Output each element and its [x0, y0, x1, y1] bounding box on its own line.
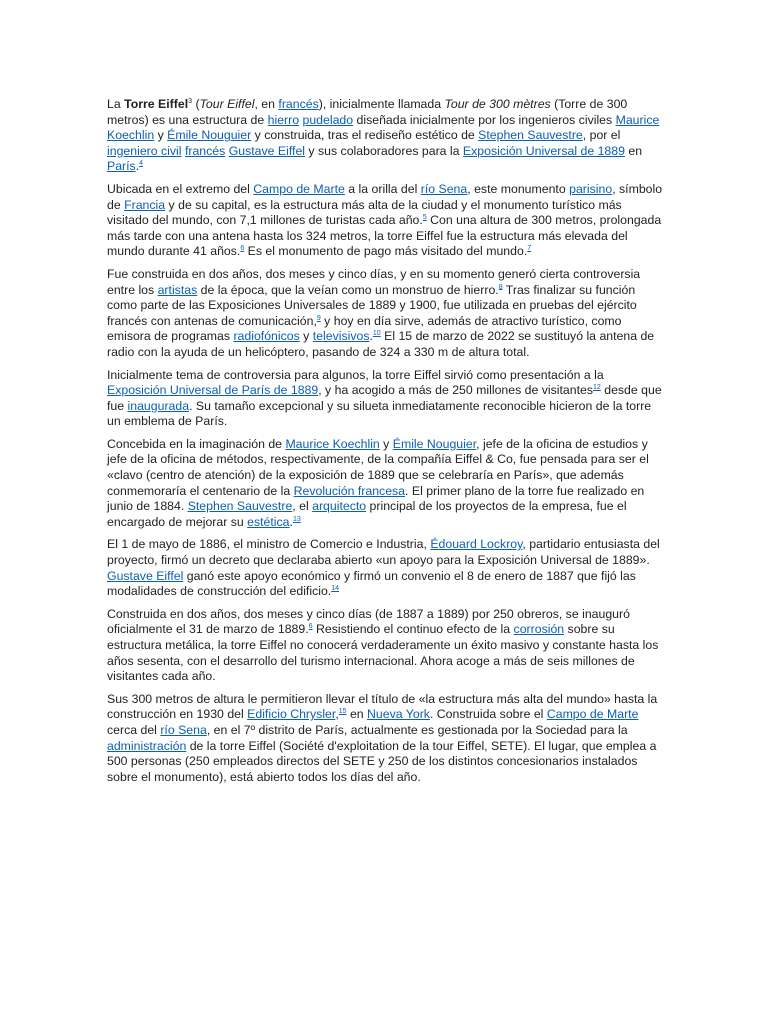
- reference-link[interactable]: 4: [139, 160, 144, 168]
- reference-15[interactable]: [339, 708, 347, 715]
- reference-link[interactable]: 8: [498, 283, 503, 291]
- text: . Construida sobre el: [429, 707, 547, 722]
- text: Tras finalizar su función como parte de las Exposiciones Universales de 1889 y 1900, fue utilizada en pruebas del ejército francés con antenas de comunicación,: [107, 282, 637, 328]
- link-emile-nouguier[interactable]: Émile Nouguier: [167, 128, 252, 143]
- paragraph-controversy: [107, 368, 663, 430]
- reference-13[interactable]: [293, 516, 301, 523]
- paragraph-location: [107, 182, 663, 260]
- reference-link[interactable]: 15: [338, 708, 347, 716]
- paragraph-construction: [107, 267, 663, 361]
- text: El 15 de marzo de 2022 se sustituyó la antena de radio con la ayuda de un helicóptero, pasando de 324 a 330 m de altura total.: [107, 329, 655, 359]
- link-gustave-eiffel[interactable]: Gustave Eiffel: [107, 568, 184, 583]
- reference-12[interactable]: [593, 384, 601, 391]
- text: Ubicada en el extremo del: [107, 181, 254, 196]
- link-frances[interactable]: francés: [278, 97, 319, 111]
- reference-link[interactable]: 5: [422, 214, 427, 222]
- text: cerca del: [107, 722, 161, 737]
- text: La: [107, 97, 125, 111]
- text: y: [299, 329, 313, 344]
- link-inaugurada[interactable]: inaugurada: [127, 398, 190, 413]
- text: , el: [292, 499, 313, 514]
- link-edouard-lockroy[interactable]: Édouard Lockroy: [430, 537, 523, 552]
- text: a la orilla del: [344, 181, 421, 196]
- text: (Torre de 300 metros) es una estructura de: [107, 97, 628, 127]
- text: en: [624, 143, 643, 158]
- text: y de su capital, es la estructura más alta de la ciudad y el monumento turístico más visitado del mundo, con 7,1 millones de turistas cada año.: [107, 197, 622, 228]
- text: , partidario entusiasta del proyecto, firmó un decreto que declaraba abierto «un apoyo para la Exposición Universal de 1889».: [107, 537, 660, 568]
- link-nueva-york[interactable]: Nueva York: [367, 707, 430, 722]
- text: Fue construida en dos años, dos meses y cinco días, y en su momento generó cierta controversia entre los: [107, 266, 641, 297]
- link-exposicion-universal[interactable]: Exposición Universal de 1889: [462, 143, 625, 158]
- link-gustave-eiffel[interactable]: Gustave Eiffel: [228, 143, 306, 158]
- link-hierro[interactable]: hierro: [267, 112, 300, 127]
- text: sobre su estructura metálica, la torre Eiffel no conocerá verdaderamente un éxito masivo y constante hasta los años sesenta, con el desarrollo del turismo internacional. Ahora acoge a más de seis millones de visitantes cada año.: [107, 622, 659, 684]
- article-body: [107, 97, 663, 792]
- text: principal de los proyectos de la empresa, fue el encargado de mejorar su: [107, 499, 627, 529]
- text: ,: [335, 707, 339, 722]
- text: , por el: [582, 128, 621, 143]
- link-estetica[interactable]: estética: [247, 514, 290, 529]
- text: y: [379, 436, 393, 451]
- link-francia[interactable]: Francia: [124, 197, 166, 212]
- reference-link[interactable]: 7: [527, 245, 532, 253]
- reference-14[interactable]: [331, 585, 339, 592]
- text: ), inicialmente llamada: [318, 97, 445, 111]
- link-paris[interactable]: París: [107, 159, 136, 174]
- text: .: [135, 159, 140, 174]
- link-stephen-sauvestre[interactable]: Stephen Sauvestre: [187, 499, 293, 514]
- text: (: [192, 97, 200, 111]
- link-stephen-sauvestre[interactable]: Stephen Sauvestre: [478, 128, 583, 143]
- text: Sus 300 metros de altura le permitieron llevar el título de «la estructura más alta del mundo» hasta la construcción en 1930 del: [107, 691, 658, 722]
- link-arquitecto[interactable]: arquitecto: [312, 499, 367, 514]
- link-revolucion-francesa[interactable]: Revolución francesa: [293, 483, 406, 498]
- reference-7[interactable]: [527, 245, 531, 252]
- link-corrosion[interactable]: corrosión: [513, 622, 565, 637]
- reference-link[interactable]: 6: [240, 245, 245, 253]
- french-name: Tour Eiffel: [199, 97, 255, 111]
- link-campo-de-marte[interactable]: Campo de Marte: [253, 181, 345, 196]
- text: Es el monumento de pago más visitado del mundo.: [244, 244, 528, 259]
- link-rio-sena[interactable]: río Sena: [420, 181, 468, 196]
- reference-link[interactable]: 13: [292, 515, 301, 523]
- text: , y ha acogido a más de 250 millones de visitantes: [318, 383, 594, 398]
- text: Resistiendo el continuo efecto de la: [312, 622, 514, 637]
- link-edificio-chrysler[interactable]: Edificio Chrysler: [247, 707, 336, 722]
- link-exposicion-paris-1889[interactable]: Exposición Universal de París de 1889: [107, 383, 319, 398]
- link-administracion[interactable]: administración: [107, 738, 187, 753]
- text: en: [346, 707, 368, 722]
- paragraph-decree: [107, 537, 663, 599]
- paragraph-height-record: [107, 692, 663, 786]
- link-ingeniero-civil[interactable]: ingeniero civil: [107, 143, 182, 158]
- text: . Su tamaño excepcional y su silueta inmediatamente reconocible hicieron de la torre un emblema de París.: [107, 398, 652, 429]
- superscript-3: 3: [188, 97, 193, 105]
- reference-link[interactable]: 10: [372, 330, 381, 338]
- text: diseñada inicialmente por los ingenieros civiles: [353, 112, 616, 127]
- text: . El primer plano de la torre fue realizado en junio de 1884.: [107, 483, 645, 514]
- link-maurice-koechlin[interactable]: Maurice Koechlin: [285, 436, 380, 451]
- text: y sus colaboradores para la: [305, 143, 463, 158]
- link-artistas[interactable]: artistas: [157, 282, 198, 297]
- reference-link[interactable]: 14: [331, 585, 340, 593]
- text: de la época, que la veían como un monstruo de hierro.: [197, 282, 499, 297]
- text: , símbolo de: [107, 181, 663, 212]
- article-title: Torre Eiffel: [124, 97, 189, 111]
- text: Inicialmente tema de controversia para algunos, la torre Eiffel sirvió como presentación a la: [107, 367, 604, 382]
- text: ganó este apoyo económico y firmó un convenio el 8 de enero de 1887 que fijó las modalidades de construcción del edificio.: [107, 568, 636, 599]
- link-radiofonicos[interactable]: radiofónicos: [233, 329, 300, 344]
- reference-10[interactable]: [373, 330, 381, 337]
- paragraph-inauguration: [107, 607, 663, 685]
- text: de la torre Eiffel (Société d'exploitation de la tour Eiffel, SETE). El lugar, que emplea a 500 personas (250 empleados directos del SETE y 250 de los distintos concesionarios instalados sobre el monumento), está abierto todos los días del año.: [107, 738, 657, 784]
- text: , en: [254, 97, 279, 111]
- text: Construida en dos años, dos meses y cinco días (de 1887 a 1889) por 250 obreros, se inauguró oficialmente el 31 de marzo de 1889.: [107, 606, 630, 637]
- text: , jefe de la oficina de estudios y jefe de la oficina de métodos, respectivamente, de la compañía Eiffel & Co, fue pensada para ser el «clavo (centro de atención) de la exposición de 1889 que se celebraría en París», que además conmemoraría el centenario de la: [107, 436, 649, 498]
- paragraph-conception: [107, 437, 663, 531]
- text: .: [289, 514, 293, 529]
- link-pudelado[interactable]: pudelado: [302, 112, 354, 127]
- paragraph-intro: [107, 97, 663, 175]
- text: Concebida en la imaginación de: [107, 436, 286, 451]
- link-campo-de-marte[interactable]: Campo de Marte: [546, 707, 639, 722]
- text: , en el 7º distrito de París, actualmente es gestionada por la Sociedad para la: [206, 722, 628, 737]
- text: .: [369, 329, 373, 344]
- text: desde que fue: [107, 383, 662, 413]
- link-emile-nouguier[interactable]: Émile Nouguier: [392, 436, 477, 451]
- link-frances-2[interactable]: francés: [184, 143, 226, 158]
- text: y hoy en día sirve, además de atractivo turístico, como emisora de programas: [107, 313, 622, 344]
- text: y: [154, 128, 168, 143]
- link-parisino[interactable]: parisino: [569, 181, 613, 196]
- link-televisivos[interactable]: televisivos: [312, 329, 370, 344]
- original-name: Tour de 300 mètres: [444, 97, 551, 111]
- text: El 1 de mayo de 1886, el ministro de Comercio e Industria,: [107, 537, 431, 552]
- reference-4[interactable]: [139, 160, 143, 167]
- reference-link[interactable]: 6: [308, 623, 313, 631]
- reference-link[interactable]: 9: [316, 314, 321, 322]
- text: y construida, tras el rediseño estético de: [251, 128, 479, 143]
- link-maurice-koechlin[interactable]: Maurice Koechlin: [107, 112, 660, 143]
- link-rio-sena[interactable]: río Sena: [160, 722, 207, 737]
- text: , este monumento: [467, 181, 570, 196]
- reference-link[interactable]: 12: [593, 384, 601, 391]
- text: Con una altura de 300 metros, prolongada más tarde con una antena hasta los 324 metros, la torre Eiffel fue la estructura más elevada del mundo durante 41 años.: [107, 213, 662, 259]
